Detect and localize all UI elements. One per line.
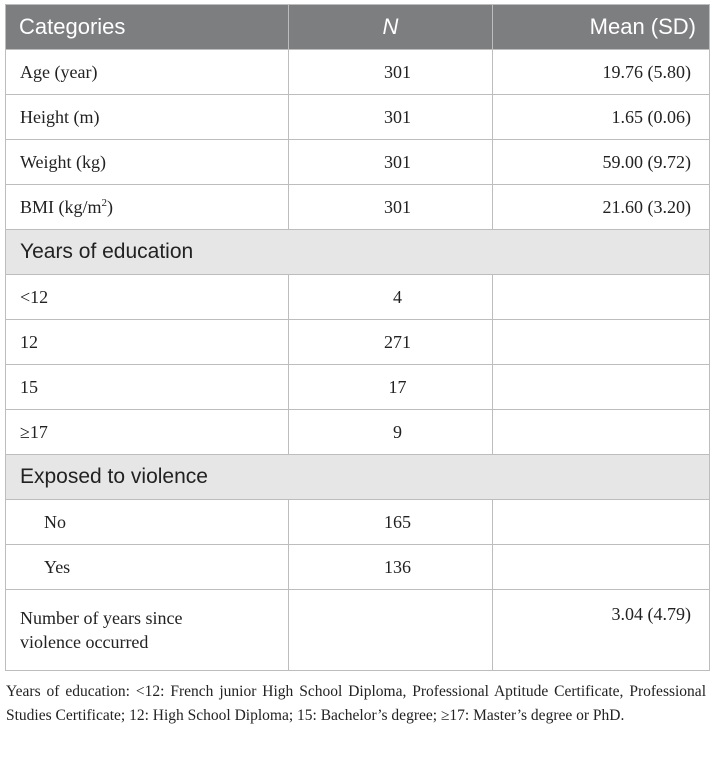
row-label-bmi xyxy=(6,185,289,230)
row-mean: 1.65 (0.06) xyxy=(493,95,710,140)
row-label-years-since xyxy=(6,590,289,671)
row-n: 165 xyxy=(289,500,493,545)
section-title: Years of education xyxy=(6,230,710,275)
row-label: Height (m) xyxy=(6,95,289,140)
row-label: Yes xyxy=(6,545,289,590)
row-mean-empty xyxy=(493,410,710,455)
bmi-label-sup: 2 xyxy=(101,196,108,209)
row-mean: 3.04 (4.79) xyxy=(493,590,710,671)
row-mean: 21.60 (3.20) xyxy=(493,185,710,230)
table-row xyxy=(6,545,710,590)
row-mean-empty xyxy=(493,545,710,590)
row-label: 15 xyxy=(6,365,289,410)
header-categories: Categories xyxy=(6,5,289,50)
row-label: 12 xyxy=(6,320,289,365)
bmi-label-prefix: BMI (kg/m xyxy=(20,196,102,217)
table-row xyxy=(6,320,710,365)
row-n: 17 xyxy=(289,365,493,410)
table-row xyxy=(6,185,710,230)
row-mean-empty xyxy=(493,320,710,365)
years-since-line1: Number of years since xyxy=(20,608,183,628)
section-row-education xyxy=(6,230,710,275)
row-label: Age (year) xyxy=(6,50,289,95)
row-mean-empty xyxy=(493,500,710,545)
row-n: 301 xyxy=(289,50,493,95)
header-n: N xyxy=(289,5,493,50)
row-mean: 19.76 (5.80) xyxy=(493,50,710,95)
table-row xyxy=(6,275,710,320)
row-mean: 59.00 (9.72) xyxy=(493,140,710,185)
table-row xyxy=(6,365,710,410)
bmi-label-suffix: ) xyxy=(107,196,114,217)
row-n: 136 xyxy=(289,545,493,590)
section-row-violence xyxy=(6,455,710,500)
table-container xyxy=(5,4,709,671)
row-label: ≥17 xyxy=(6,410,289,455)
row-n: 271 xyxy=(289,320,493,365)
demographics-table xyxy=(5,4,710,671)
section-title: Exposed to violence xyxy=(6,455,710,500)
table-footnote: Years of education: <12: French junior High School Diploma, Professional Aptitude Certificate, Professional Studies Certificate; 12: High School Diploma; 15: Bachelor’s degree; ≥17: Master’s degree or PhD. xyxy=(6,683,706,724)
table-row xyxy=(6,140,710,185)
table-row xyxy=(6,410,710,455)
row-label: <12 xyxy=(6,275,289,320)
row-n: 4 xyxy=(289,275,493,320)
table-row xyxy=(6,500,710,545)
table-row xyxy=(6,50,710,95)
row-mean-empty xyxy=(493,275,710,320)
header-row xyxy=(6,5,710,50)
years-since-line2: violence occurred xyxy=(20,632,149,652)
table-row xyxy=(6,590,710,671)
row-label: No xyxy=(6,500,289,545)
row-n: 9 xyxy=(289,410,493,455)
row-label: Weight (kg) xyxy=(6,140,289,185)
row-n-empty xyxy=(289,590,493,671)
row-mean-empty xyxy=(493,365,710,410)
table-row xyxy=(6,95,710,140)
row-n: 301 xyxy=(289,140,493,185)
header-mean-sd: Mean (SD) xyxy=(493,5,710,50)
row-n: 301 xyxy=(289,95,493,140)
row-n: 301 xyxy=(289,185,493,230)
